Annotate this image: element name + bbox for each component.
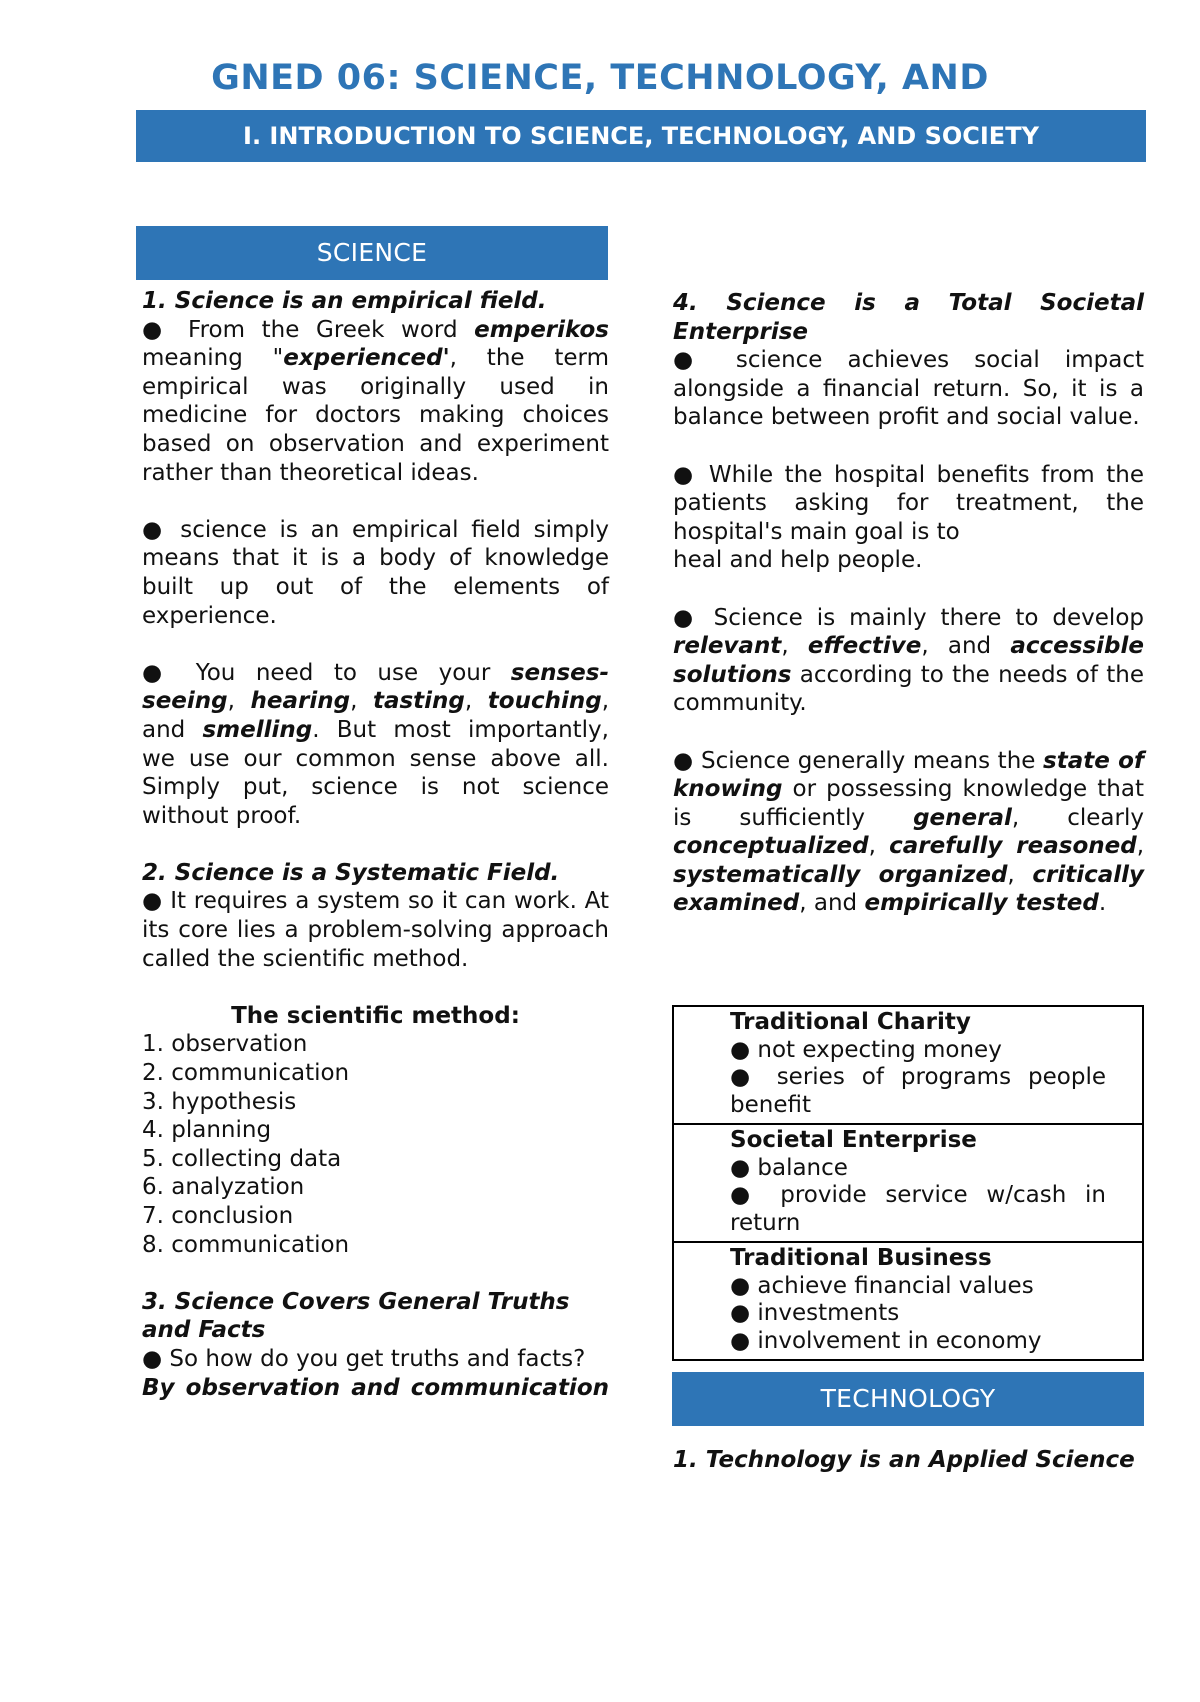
list-item: 2. communication: [142, 1060, 350, 1087]
list-item: 6. analyzation: [142, 1174, 305, 1201]
technology-heading: TECHNOLOGY: [672, 1372, 1144, 1426]
table-row: [673, 1124, 1143, 1242]
point-1-paragraph-b: ● science is an empirical field simply means that it is a body of knowledge built up out of the elements of experience.: [142, 516, 609, 629]
point-1-paragraph-a: ● From the Greek word emperikos meaning "experienced', the term empirical was originally used in medicine for doctors making choices based on observation and experiment rather than theoretical ideas.: [142, 316, 610, 486]
point-1-paragraph-c: ● You need to use your senses- seeing, hearing, tasting, touching, and smelling. But most importantly, we use our common sense above all. Simply put, science is not science without proof.: [142, 659, 609, 829]
list-item: ● involvement in economy: [730, 1327, 1042, 1354]
list-item: 3. hypothesis: [142, 1088, 297, 1115]
point-3-answer: By observation and communication: [142, 1374, 609, 1401]
table-row: [673, 1006, 1143, 1124]
technology-point-1-title: 1. Technology is an Applied Science: [673, 1447, 1135, 1473]
list-item: ● provide service w/cash in return: [730, 1182, 1106, 1236]
comparison-table: [672, 1005, 1144, 1361]
point-4-paragraph-b: ● While the hospital benefits from the patients asking for treatment, the hospital's main goal is to heal and help people.: [673, 461, 1144, 574]
point-4-paragraph-c: ● Science is mainly there to develop relevant, effective, and accessible solutions according to the needs of the community.: [673, 604, 1144, 717]
list-item: ● investments: [730, 1300, 900, 1326]
list-item: ● series of programs people benefit: [730, 1064, 1106, 1118]
point-2-title: 2. Science is a Systematic Field.: [142, 859, 560, 886]
section-banner: I. INTRODUCTION TO SCIENCE, TECHNOLOGY, AND SOCIETY: [136, 110, 1146, 162]
list-item: 5. collecting data: [142, 1145, 342, 1172]
cell-title: Traditional Business: [730, 1245, 992, 1271]
left-column: [142, 287, 609, 1402]
point-1-title: 1. Science is an empirical field.: [142, 288, 547, 314]
science-heading: SCIENCE: [136, 226, 608, 280]
point-3-title: 3. Science Covers General Truths and Facts: [142, 1288, 570, 1344]
document-title: GNED 06: SCIENCE, TECHNOLOGY, AND: [211, 58, 989, 98]
list-item: ● balance: [730, 1154, 848, 1181]
cell-title: Societal Enterprise: [730, 1127, 977, 1153]
list-item: 4. planning: [142, 1117, 272, 1144]
method-steps-list: [142, 1030, 609, 1259]
table-cell: [673, 1242, 1143, 1360]
list-item: 1. observation: [142, 1031, 308, 1058]
list-item: ● achieve financial values: [730, 1272, 1034, 1299]
point-3-question: ● So how do you get truths and facts?: [142, 1345, 586, 1372]
list-item: 8. communication: [142, 1231, 350, 1258]
right-column: [673, 289, 1144, 918]
cell-title: Traditional Charity: [730, 1009, 971, 1035]
method-title: The scientific method:: [231, 1002, 520, 1029]
point-4-title: 4. Science is a Total Societal Enterprise: [673, 290, 1144, 345]
point-2-paragraph: ● It requires a system so it can work. At its core lies a problem-solving approach called the scientific method.: [142, 888, 609, 972]
point-4-paragraph-a: ● science achieves social impact alongside a financial return. So, it is a balance between profit and social value.: [673, 347, 1144, 431]
table-cell: [673, 1124, 1143, 1242]
table-cell: [673, 1006, 1143, 1124]
list-item: 7. conclusion: [142, 1203, 294, 1229]
table-row: [673, 1242, 1143, 1360]
technology-section: [673, 1446, 1144, 1475]
list-item: ● not expecting money: [730, 1036, 1002, 1063]
point-4-paragraph-d: ● Science generally means the state of knowing or possessing knowledge that is sufficiently general, clearly conceptualized, carefully reasoned, systematically organized, critically examined, and empirically tested.: [673, 747, 1145, 917]
